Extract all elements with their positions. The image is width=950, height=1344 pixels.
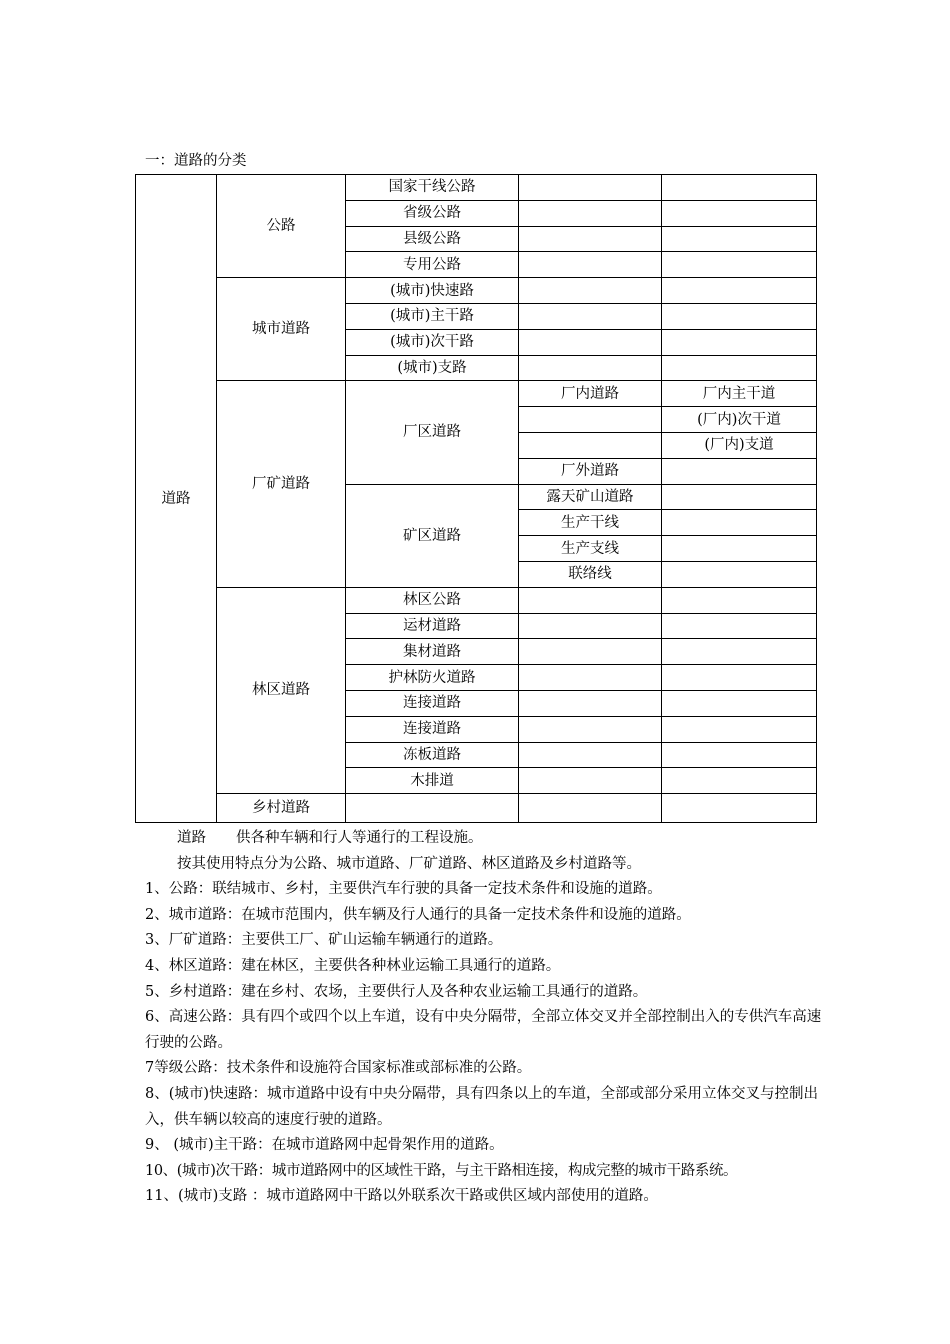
table-cell: 联络线	[519, 561, 662, 587]
table-cell: 露天矿山道路	[519, 484, 662, 510]
table-row	[136, 278, 817, 304]
list-item: 10、(城市)次干路：城市道路网中的区域性干路，与主干路相连接，构成完整的城市干路系统。	[145, 1162, 738, 1179]
table-cell: 集材道路	[346, 639, 519, 665]
table-cell: (厂内)支道	[662, 432, 817, 458]
table-cell: (厂内)次干道	[662, 407, 817, 433]
empty-cell	[519, 768, 662, 794]
empty-cell	[519, 587, 662, 613]
empty-cell	[662, 303, 817, 329]
empty-cell	[519, 252, 662, 278]
empty-cell	[662, 175, 817, 201]
table-cell: 县级公路	[346, 226, 519, 252]
table-cell: 厂外道路	[519, 458, 662, 484]
empty-cell	[662, 613, 817, 639]
table-cell: (城市)主干路	[346, 303, 519, 329]
list-item: 9、 (城市)主干路：在城市道路网中起骨架作用的道路。	[145, 1137, 504, 1154]
empty-cell	[519, 794, 662, 823]
list-item: 11、(城市)支路 ：城市道路网中干路以外联系次干路或供区域内部使用的道路。	[145, 1188, 658, 1205]
empty-cell	[662, 587, 817, 613]
list-item: 7等级公路：技术条件和设施符合国家标准或部标准的公路。	[145, 1060, 532, 1077]
definitions-body	[145, 826, 825, 1210]
empty-cell	[519, 639, 662, 665]
empty-cell	[519, 278, 662, 304]
empty-cell	[662, 665, 817, 691]
empty-cell	[662, 252, 817, 278]
empty-cell	[519, 329, 662, 355]
list-item: 8、(城市)快速路：城市道路中设有中央分隔带，具有四条以上的车道，全部或部分采用立体交叉与控制出入，供车辆以较高的速度行驶的道路。	[145, 1085, 819, 1128]
table-cell: 生产干线	[519, 510, 662, 536]
group-label-gonglu: 公路	[217, 175, 346, 278]
empty-cell	[662, 794, 817, 823]
subgroup-label-changqu: 厂区道路	[346, 381, 519, 484]
empty-cell	[662, 742, 817, 768]
group-label-linqu: 林区道路	[217, 587, 346, 793]
group-label-chengshi: 城市道路	[217, 278, 346, 381]
table-cell: (城市)支路	[346, 355, 519, 381]
subgroup-label-kuangqu: 矿区道路	[346, 484, 519, 587]
definition-text: 供各种车辆和行人等通行的工程设施。	[236, 830, 483, 846]
road-classification-table	[135, 174, 817, 823]
table-cell: 厂内主干道	[662, 381, 817, 407]
empty-cell	[662, 536, 817, 562]
list-item: 6、高速公路：具有四个或四个以上车道，设有中央分隔带，全部立体交叉并全部控制出入的专供汽车高速行驶的公路。	[145, 1009, 822, 1051]
root-cell: 道路	[136, 175, 217, 823]
empty-cell	[662, 510, 817, 536]
table-cell: (城市)次干路	[346, 329, 519, 355]
table-cell: 运材道路	[346, 613, 519, 639]
empty-cell	[662, 355, 817, 381]
intro-paragraph: 按其使用特点分为公路、城市道路、厂矿道路、林区道路及乡村道路等。	[177, 855, 641, 872]
table-cell: 专用公路	[346, 252, 519, 278]
empty-cell	[519, 742, 662, 768]
table-cell: 木排道	[346, 768, 519, 794]
definition-line	[145, 826, 825, 852]
table-cell: 连接道路	[346, 716, 519, 742]
list-item: 4、林区道路：建在林区，主要供各种林业运输工具通行的道路。	[145, 957, 561, 974]
empty-cell	[662, 458, 817, 484]
table-cell: 厂内道路	[519, 381, 662, 407]
definition-term: 道路	[177, 830, 206, 846]
table-cell: 连接道路	[346, 690, 519, 716]
list-item: 3、厂矿道路：主要供工厂、矿山运输车辆通行的道路。	[145, 932, 503, 949]
table-row	[136, 175, 817, 201]
empty-cell	[519, 613, 662, 639]
table-cell: 国家干线公路	[346, 175, 519, 201]
empty-cell	[519, 716, 662, 742]
section-heading: 一：道路的分类	[145, 153, 247, 169]
empty-cell	[519, 665, 662, 691]
group-label-changkuang: 厂矿道路	[217, 381, 346, 587]
empty-cell	[519, 303, 662, 329]
group-label-xiangcun: 乡村道路	[217, 794, 346, 823]
list-item: 5、乡村道路：建在乡村、农场，主要供行人及各种农业运输工具通行的道路。	[145, 983, 648, 1000]
empty-cell	[519, 690, 662, 716]
empty-cell	[519, 407, 662, 433]
empty-cell	[662, 226, 817, 252]
empty-cell	[662, 278, 817, 304]
table-cell: 生产支线	[519, 536, 662, 562]
table-row	[136, 794, 817, 823]
empty-cell	[662, 768, 817, 794]
empty-cell	[662, 639, 817, 665]
empty-cell	[519, 355, 662, 381]
empty-cell	[662, 329, 817, 355]
empty-cell	[519, 226, 662, 252]
empty-cell	[662, 200, 817, 226]
table-cell: 护林防火道路	[346, 665, 519, 691]
empty-cell	[662, 690, 817, 716]
table-row	[136, 381, 817, 407]
empty-cell	[519, 200, 662, 226]
empty-cell	[346, 794, 519, 823]
table-row	[136, 587, 817, 613]
empty-cell	[519, 175, 662, 201]
empty-cell	[519, 432, 662, 458]
list-item: 1、公路：联结城市、乡村，主要供汽车行驶的具备一定技术条件和设施的道路。	[145, 881, 662, 898]
table-cell: (城市)快速路	[346, 278, 519, 304]
table-cell: 林区公路	[346, 587, 519, 613]
table-cell: 冻板道路	[346, 742, 519, 768]
empty-cell	[662, 716, 817, 742]
empty-cell	[662, 561, 817, 587]
list-item: 2、城市道路：在城市范围内，供车辆及行人通行的具备一定技术条件和设施的道路。	[145, 906, 691, 923]
table-cell: 省级公路	[346, 200, 519, 226]
empty-cell	[662, 484, 817, 510]
